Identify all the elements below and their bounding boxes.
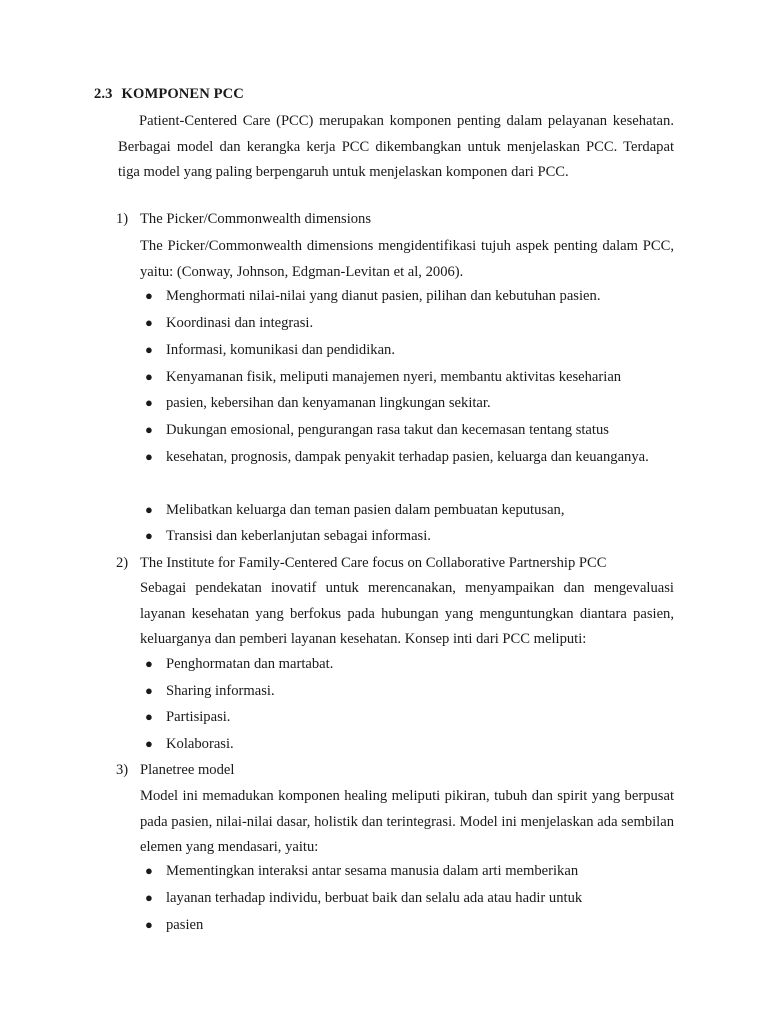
bullet-text: pasien xyxy=(166,917,204,933)
list-marker: 1) xyxy=(116,211,129,227)
section-heading xyxy=(94,86,244,103)
bullet-text: Melibatkan keluarga dan teman pasien dalam pembuatan keputusan, xyxy=(166,502,565,518)
item-2-body: Sebagai pendekatan inovatif untuk merencanakan, menyampaikan dan mengevaluasi layanan kesehatan yang berfokus pada hubungan yang menguntungkan diantara pasien, keluarganya dan pemberi layanan kesehatan. Konsep inti dari PCC meliputi: xyxy=(140,580,674,648)
bullet-dot: ● xyxy=(145,683,153,698)
item-1-body: The Picker/Commonwealth dimensions mengidentifikasi tujuh aspek penting dalam PCC, yaitu: (Conway, Johnson, Edgman-Levitan et al, 2006). xyxy=(140,238,674,280)
bullet-text: Penghormatan dan martabat. xyxy=(166,656,334,672)
bullet-dot: ● xyxy=(145,736,153,751)
list-item-title: The Picker/Commonwealth dimensions xyxy=(140,211,372,227)
list-marker: 3) xyxy=(116,762,129,778)
section-number: 2.3 xyxy=(94,86,113,102)
list-item-title: Planetree model xyxy=(140,762,235,778)
bullet-dot: ● xyxy=(145,342,153,357)
bullet-text: Dukungan emosional, pengurangan rasa takut dan kecemasan tentang status xyxy=(166,422,609,438)
bullet-text: Kolaborasi. xyxy=(166,736,234,752)
bullet-text: kesehatan, prognosis, dampak penyakit terhadap pasien, keluarga dan keuanganya. xyxy=(166,449,649,465)
section-title: KOMPONEN PCC xyxy=(121,86,244,102)
list-item-title: The Institute for Family-Centered Care focus on Collaborative Partnership PCC xyxy=(140,555,607,571)
bullet-text: Partisipasi. xyxy=(166,709,231,725)
bullet-text: pasien, kebersihan dan kenyamanan lingkungan sekitar. xyxy=(166,395,491,411)
bullet-text: Mementingkan interaksi antar sesama manusia dalam arti memberikan xyxy=(166,863,579,879)
bullet-dot: ● xyxy=(145,288,153,303)
bullet-text: Kenyamanan fisik, meliputi manajemen nyeri, membantu aktivitas keseharian xyxy=(166,369,622,385)
intro-paragraph: Patient-Centered Care (PCC) merupakan komponen penting dalam pelayanan kesehatan. Berbagai model dan kerangka kerja PCC dikembangkan untuk menjelaskan PCC. Terdapat tiga model yang paling berpengaruh untuk menjelaskan komponen dari PCC. xyxy=(118,113,674,181)
bullet-dot: ● xyxy=(145,863,153,878)
bullet-text: Koordinasi dan integrasi. xyxy=(166,315,314,331)
bullet-dot: ● xyxy=(145,369,153,384)
bullet-dot: ● xyxy=(145,315,153,330)
bullet-dot: ● xyxy=(145,528,153,543)
item-3-body: Model ini memadukan komponen healing meliputi pikiran, tubuh dan spirit yang berpusat pada pasien, nilai-nilai dasar, holistik dan terintegrasi. Model ini menjelaskan ada sembilan elemen yang mendasari, yaitu: xyxy=(140,788,674,856)
bullet-dot: ● xyxy=(145,709,153,724)
bullet-dot: ● xyxy=(145,502,153,517)
bullet-text: Informasi, komunikasi dan pendidikan. xyxy=(166,342,395,358)
bullet-dot: ● xyxy=(145,890,153,905)
bullet-dot: ● xyxy=(145,449,153,464)
bullet-text: layanan terhadap individu, berbuat baik dan selalu ada atau hadir untuk xyxy=(166,890,583,906)
list-marker: 2) xyxy=(116,555,129,571)
bullet-text: Transisi dan keberlanjutan sebagai informasi. xyxy=(166,528,431,544)
bullet-dot: ● xyxy=(145,917,153,932)
bullet-dot: ● xyxy=(145,656,153,671)
bullet-text: Menghormati nilai-nilai yang dianut pasien, pilihan dan kebutuhan pasien. xyxy=(166,288,601,304)
bullet-dot: ● xyxy=(145,422,153,437)
bullet-text: Sharing informasi. xyxy=(166,683,275,699)
bullet-dot: ● xyxy=(145,395,153,410)
